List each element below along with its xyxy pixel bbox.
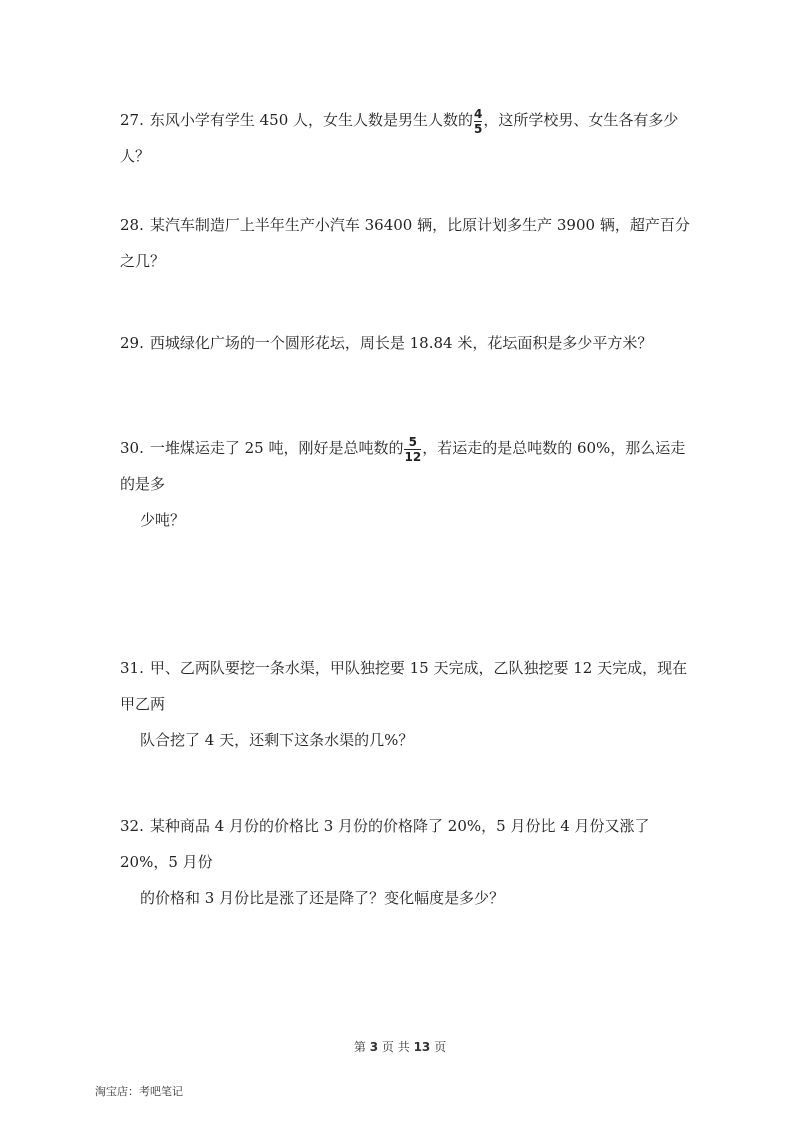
question-text: 某种商品 4 月份的价格比 3 月份的价格降了 20%，5 月份比 4 月份又涨了 20%，5 月份 [120,817,650,871]
question-32 [120,808,690,916]
page-number: 3 [369,1040,379,1054]
question-number: 28. [120,216,144,234]
fraction [404,436,421,463]
footer-text: 第 [353,1040,366,1054]
question-text: 东风小学有学生 450 人，女生人数是男生人数的 [149,111,474,129]
question-28 [120,207,690,279]
question-text: 一堆煤运走了 25 吨，刚好是总吨数的 [149,439,404,457]
shop-label: 淘宝店：考吧笔记 [95,1085,183,1098]
question-continuation: 的价格和 3 月份比是涨了还是降了？变化幅度是多少？ [140,889,505,907]
question-continuation: 队合挖了 4 天，还剩下这条水渠的几%？ [140,731,414,749]
question-text: 某汽车制造厂上半年生产小汽车 36400 辆，比原计划多生产 3900 辆，超产百分之几？ [120,216,690,270]
question-text: 甲、乙两队要挖一条水渠，甲队独挖要 15 天完成，乙队独挖要 12 天完成，现在甲乙两 [120,659,688,713]
question-number: 29. [120,334,144,352]
page-footer [0,1038,800,1055]
fraction-denominator: 5 [474,121,483,136]
question-29 [120,325,690,361]
fraction-numerator: 5 [408,434,418,449]
question-31 [120,650,690,758]
question-text-continued: ，若运走的是总吨数的 60%，那么运走的是多 [120,439,686,493]
fraction [474,108,482,135]
question-number: 30. [120,439,144,457]
fraction-denominator: 12 [404,449,422,464]
question-text-continued: ，这所学校男、女生各有多少人？ [120,111,679,165]
footer-text: 页 共 [381,1040,410,1054]
question-30 [120,430,690,538]
fraction-numerator: 4 [474,106,483,121]
footer-text: 页 [434,1040,447,1054]
question-number: 32. [120,817,144,835]
question-27 [120,102,690,174]
question-number: 27. [120,111,144,129]
question-continuation: 少吨？ [140,511,186,529]
question-text: 西城绿化广场的一个圆形花坛，周长是 18.84 米，花坛面积是多少平方米？ [149,334,653,352]
question-number: 31. [120,659,144,677]
total-pages: 13 [413,1040,431,1054]
